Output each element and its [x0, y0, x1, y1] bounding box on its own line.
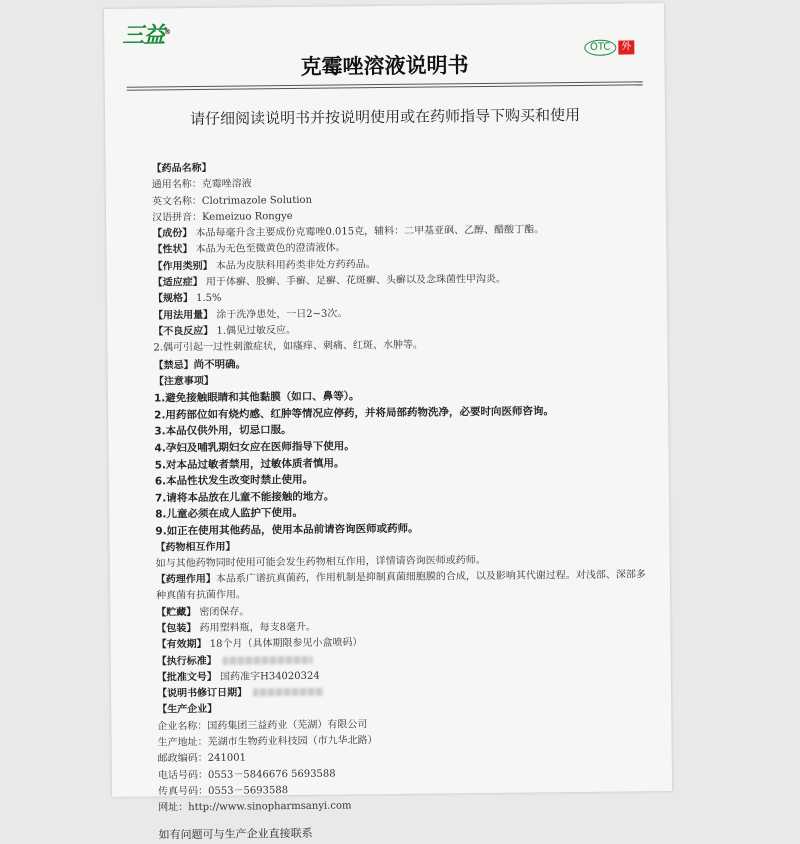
category-heading: 【 作用类别 】 — [153, 261, 213, 273]
standard-heading: 【 执行标准 】 — [157, 655, 217, 667]
validity-heading: 【 有效期 】 — [156, 639, 206, 651]
otc-label: OTC — [584, 40, 617, 56]
interaction-text: 如与其他药物同时使用可能会发生药物相互作用，详情请咨询医师或药师。 — [155, 554, 486, 570]
document-title: 克霉唑溶液说明书 — [300, 53, 469, 79]
redacted-revision-date — [253, 688, 323, 697]
maker-heading: 【 生产企业 】 — [157, 704, 217, 716]
approval-text: 国药准字H34020324 — [220, 670, 320, 683]
contact-footer: 如有问题可与生产企业直接联系 — [158, 826, 313, 841]
ingredients-heading: 【 成份 】 — [152, 228, 192, 239]
company-name: 企业名称：国药集团三益药业（芜湖）有限公司 — [157, 718, 368, 733]
company-fax: 传真号码：0553－5693588 — [158, 785, 289, 798]
company-postcode: 邮政编码：241001 — [157, 752, 246, 765]
usage-text: 涂于洗净患处，一日2~3次。 — [216, 308, 348, 321]
pharmacology-text: 本品系广谱抗真菌药，作用机制是抑制真菌细胞膜的合成，以及影响其代谢过程。对浅部、深部多种真菌有抗菌作用。 — [155, 569, 646, 602]
leaflet-paper — [104, 3, 672, 841]
english-name: 英文名称：Clotrimazole Solution — [151, 194, 313, 208]
external-use-label: 外 — [618, 40, 634, 54]
package-heading: 【 包装 】 — [156, 623, 196, 634]
note-item: 2.用药部位如有烧灼感、红肿等情况应停药，并将局部药物洗净，必要时向医师咨询。 — [154, 405, 554, 422]
validity-text: 18个月（具体期限参见小盒喷码） — [209, 637, 363, 651]
generic-name: 通用名称：克霉唑溶液 — [151, 178, 252, 191]
ingredients-text: 本品每毫升含主要成份克霉唑0.015克，辅料：二甲基亚砜、乙醇、醋酸丁酯。 — [195, 224, 545, 240]
category-text: 本品为皮肤科用药类非处方药药品。 — [215, 258, 376, 272]
company-phone: 电话号码：0553－5846676 5693588 — [157, 768, 336, 782]
note-item: 9.如正在使用其他药品，使用本品前请咨询医师或药师。 — [155, 522, 419, 538]
spec-heading: 【 规格 】 — [153, 293, 193, 304]
note-item: 3.本品仅供外用，切忌口服。 — [154, 424, 292, 438]
contraindication-heading: 【 禁忌 】 — [154, 360, 194, 371]
note-item: 8.儿童必须在成人监护下使用。 — [155, 507, 304, 521]
note-item: 7.请将本品放在儿童不能接触的地方。 — [154, 490, 335, 505]
pharmacology-heading: 【 药理作用 】 — [156, 574, 216, 586]
character-text: 本品为无色至微黄色的澄清液体。 — [195, 242, 346, 256]
note-item: 5.对本品过敏者禁用，过敏体质者慎用。 — [154, 456, 345, 471]
adverse-text-2: 2.偶可引起一过性刺激症状，如瘙痒、刺痛、红斑、水肿等。 — [153, 339, 424, 354]
storage-heading: 【 贮藏 】 — [156, 607, 196, 618]
section-pharmacology — [156, 567, 646, 605]
indication-heading: 【 适应症 】 — [153, 277, 203, 289]
contraindication-text: 尚不明确。 — [193, 358, 247, 371]
usage-heading: 【 用法用量 】 — [153, 309, 213, 321]
adverse-text-1: 1.偶见过敏反应。 — [216, 324, 297, 337]
leaflet-body — [151, 156, 648, 843]
brand-logo: 三益® — [122, 23, 171, 49]
indication-text: 用于体癣、股癣、手癣、足癣、花斑癣、头癣以及念珠菌性甲沟炎。 — [205, 273, 506, 288]
note-item: 6.本品性状发生改变时禁止使用。 — [154, 473, 314, 488]
caution-line: 请仔细阅读说明书并按说明使用或在药师指导下购买和使用 — [189, 105, 581, 129]
drug-name-heading: 【 药品名称 】 — [152, 163, 212, 175]
revision-heading: 【 说明书修订日期 】 — [157, 688, 247, 700]
character-heading: 【 性状 】 — [152, 245, 192, 256]
spec-text: 1.5% — [196, 293, 222, 305]
pinyin-name: 汉语拼音：Kemeizuo Rongye — [152, 210, 293, 224]
company-website: 网址：http://www.sinopharmsanyi.com — [158, 800, 352, 814]
package-text: 药用塑料瓶，每支8毫升。 — [199, 621, 316, 634]
adverse-heading: 【 不良反应 】 — [153, 326, 213, 338]
interaction-heading: 【 药物相互作用 】 — [155, 541, 235, 553]
note-item: 4.孕妇及哺乳期妇女应在医师指导下使用。 — [154, 440, 355, 455]
redacted-standard — [223, 655, 313, 664]
storage-text: 密闭保存。 — [199, 606, 250, 618]
note-item: 1.避免接触眼睛和其他黏膜（如口、鼻等）。 — [153, 390, 360, 405]
company-address: 生产地址：芜湖市生物药业科技园（市九华北路） — [157, 735, 378, 749]
notes-heading: 【 注意事项 】 — [154, 376, 214, 388]
approval-heading: 【 批准文号 】 — [157, 672, 217, 684]
